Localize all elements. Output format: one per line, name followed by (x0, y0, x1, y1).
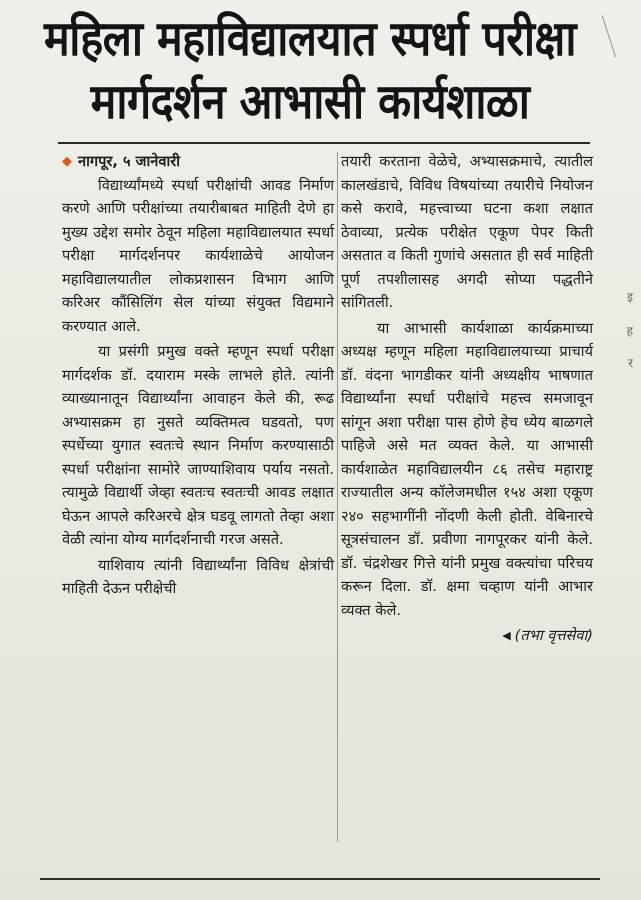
headline-line-1: महिला महाविद्यालयात स्पर्धा परीक्षा (44, 11, 576, 68)
paragraph: या आभासी कार्यशाळा कार्यक्रमाच्या अध्यक्ष म्हणून महिला महाविद्यालयाच्या प्राचार्य डॉ. वंदना भागडीकर यांनी अध्यक्षीय भाषणात विद्यार्थ्यांना स्पर्धा परीक्षांचे महत्त्व समजावून सांगून अशा परीक्षा पास होणे हेच ध्येय बाळगले पाहिजे असे मत व्यक्त केले. या आभासी कार्यशाळेत महाविद्यालयीन ८६ तसेच महाराष्ट्र राज्यातील अन्य कॉलेजमधील १५४ अशा एकूण २४० सहभागींनी नोंदणी केली होती. वेबिनारचे सूत्रसंचालन डॉ. प्रवीणा नागपूरकर यांनी केले. डॉ. चंद्रशेखर गित्ते यांनी प्रमुख वक्त्यांचा परिचय करून दिला. डॉ. क्षमा चव्हाण यांनी आभार व्यक्त केले. (341, 319, 593, 619)
dateline (62, 150, 334, 174)
edge-character: र (628, 356, 633, 370)
article-column-left (62, 150, 334, 601)
headline-rule (58, 142, 590, 144)
paper-edge-mark (602, 11, 630, 57)
paragraph: याशिवाय त्यांनी विद्यार्थ्यांना विविध क्षेत्रांची माहिती देऊन परीक्षेची (62, 556, 334, 597)
paragraph: या प्रसंगी प्रमुख वक्ते म्हणून स्पर्धा परीक्षा मार्गदर्शक डॉ. दयाराम मस्के लाभले होते. त्यांनी व्याख्यानातून विद्यार्थ्यांना आवाहन केले की, रूढ अभ्यासक्रम हा नुसते व्यक्तिमत्व घडवतो, पण स्पर्धेच्या युगात स्वतःचे स्थान निर्माण करण्यासाठी स्पर्धा परीक्षांना सामोरे जाण्याशिवाय पर्याय नसतो. त्यामुळे विद्यार्थी जेव्हा स्वतःच स्वतःची आवड लक्षात घेऊन आपले करिअरचे क्षेत्र घडवू लागतो तेव्हा अशा वेळी त्यांना योग्य मार्गदर्शनाची गरज असते. (62, 343, 334, 548)
dateline-text: नागपूर, ५ जानेवारी (78, 153, 180, 170)
headline-line-2: मार्गदर्शन आभासी कार्यशाळा (90, 74, 530, 131)
bottom-rule (40, 878, 600, 880)
headline (30, 8, 590, 133)
article-column-right (341, 150, 593, 648)
bureau-text: (तभा वृत्तसेवा) (514, 627, 593, 644)
triangle-marker-icon: ◀ (502, 629, 511, 642)
edge-character: ह (626, 324, 633, 338)
edge-character: इ (627, 290, 633, 304)
column-divider (337, 152, 338, 842)
paragraph: तयारी करताना वेळेचे, अभ्यासक्रमाचे, त्यातील कालखंडाचे, विविध विषयांच्या तयारीचे नियोजन कसे करावे, महत्त्वाच्या घटना कशा लक्षात ठेवाव्या, प्रत्येक परीक्षेत एकूण पेपर किती असतात व किती गुणांचे असतात ही सर्व माहिती पूर्ण तपशीलासह अगदी सोप्या पद्धतीने सांगितली. (341, 153, 593, 311)
news-bureau-credit (341, 624, 593, 648)
paragraph: विद्यार्थ्यांमध्ये स्पर्धा परीक्षांची आवड निर्माण करणे आणि परीक्षांच्या तयारीबाबत माहिती देणे हा मुख्य उद्देश समोर ठेवून महिला महाविद्यालयात स्पर्धा परीक्षा मार्गदर्शनपर कार्यशाळेचे आयोजन महाविद्यालयातील लोकप्रशासन विभाग आणि करिअर कौंसिलिंग सेल यांच्या संयुक्त विद्यमाने करण्यात आले. (62, 176, 334, 335)
diamond-bullet-icon: ◆ (62, 154, 72, 169)
